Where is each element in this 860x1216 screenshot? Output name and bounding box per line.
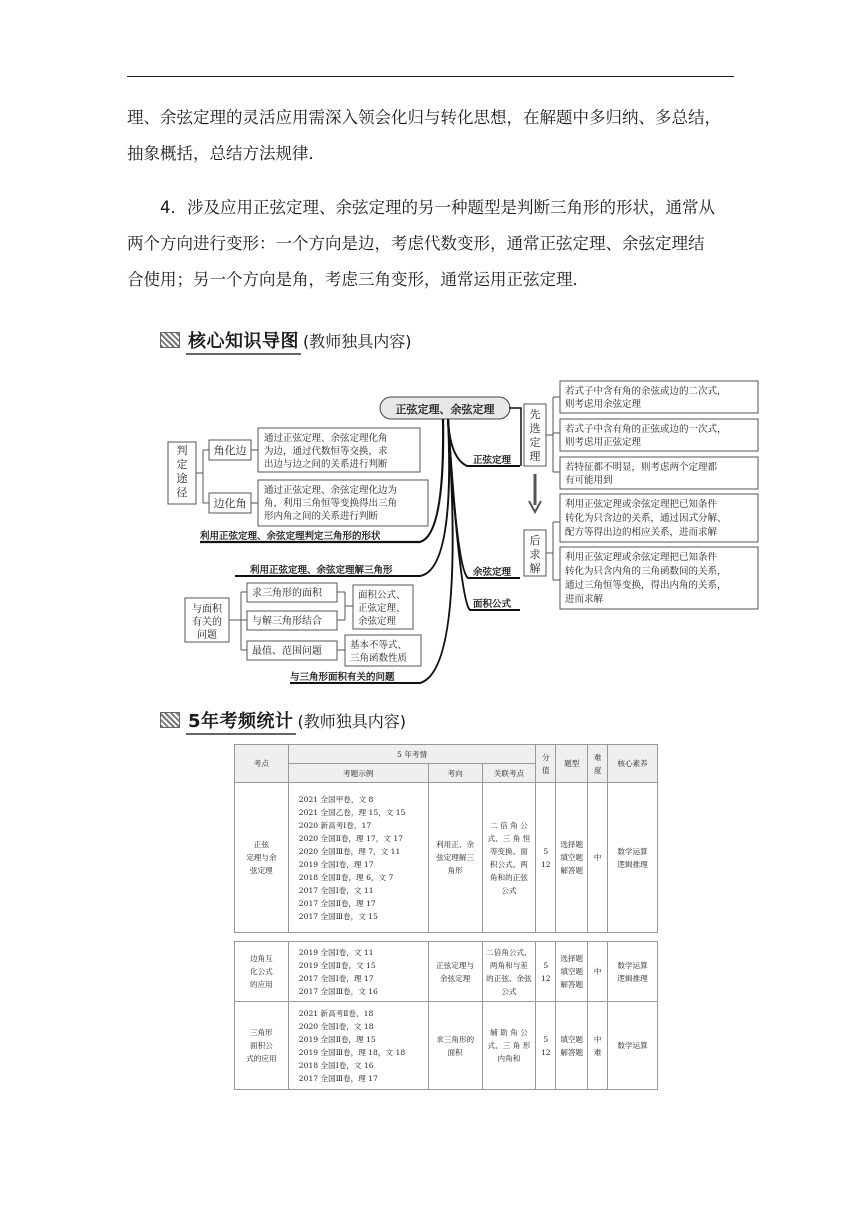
- paragraph-4: [127, 190, 739, 298]
- branch-sine-label: 正弦定理: [473, 455, 512, 466]
- angle-desc-line: 通过正弦定理、余弦定理化边为: [264, 485, 398, 496]
- cell-point: 边角互 化公式 的应用: [235, 942, 289, 1002]
- angle-conversion-label: 边化角: [213, 497, 247, 510]
- cell-score: 5 12: [536, 942, 556, 1002]
- choose-item-line: 若式子中含有角的正弦或边的一次式，: [565, 424, 727, 435]
- choose-theorem-char: 先: [529, 408, 541, 421]
- solve-item-line: 转化为只含内角的三角函数间的关系，: [565, 566, 727, 577]
- choose-item-line: 则考虑用余弦定理: [565, 399, 642, 410]
- section-heading-stats: [160, 707, 406, 735]
- judge-brace: [196, 450, 209, 503]
- branch-cosine-label: 余弦定理: [473, 567, 512, 578]
- choose-item-line: 有可能用到: [565, 475, 613, 486]
- judge-path-char: 定: [176, 458, 188, 471]
- choose-item-line: 若特征都不明显，则考虑两个定理都: [565, 462, 718, 473]
- cell-examples: 2021 新高考Ⅱ卷，18 2020 全国Ⅰ卷，文 18 2019 全国Ⅱ卷，理 15 2019 全国Ⅲ卷，理 18，文 18 2018 全国Ⅰ卷，文 16 2017 全国Ⅲ卷，理 17: [288, 1002, 428, 1090]
- cell-type: 选择题 填空题 解答题: [556, 942, 588, 1002]
- side-desc-line: 为边，通过代数恒等交换，求: [264, 446, 388, 457]
- choose-theorem-char: 定: [529, 436, 541, 449]
- knowledge-mind-map: [165, 370, 760, 690]
- cell-score: 5 12: [536, 1002, 556, 1090]
- exam-frequency-table: [234, 744, 658, 1090]
- section-marker-icon: [160, 712, 180, 728]
- judge-path-char: 判: [176, 444, 188, 457]
- cell-difficulty: 中: [588, 942, 608, 1002]
- area-item-label: 最值、范围问题: [252, 646, 322, 657]
- cell-direction: 求三角形的 面积: [428, 1002, 482, 1090]
- table-row: [235, 1002, 658, 1090]
- section-marker-icon: [160, 332, 180, 348]
- header-examples: 考题示例: [288, 764, 428, 783]
- choose-theorem-char: 选: [529, 422, 541, 435]
- side-desc-line: 出边与边之间的关系进行判断: [264, 459, 388, 470]
- cell-score: 5 12: [536, 783, 556, 933]
- area-tool-line: 面积公式、: [358, 590, 406, 601]
- area-tool-line: 正弦定理、: [358, 603, 406, 614]
- cell-type: 选择题 填空题 解答题: [556, 783, 588, 933]
- header-difficulty: 难度: [588, 745, 608, 783]
- area-problem-line: 有关的: [192, 617, 222, 628]
- area-problem-line: 与面积: [192, 604, 222, 615]
- cell-difficulty: 中: [588, 783, 608, 933]
- section-subtitle: (教师独具内容): [297, 712, 407, 731]
- root-node-label: 正弦定理、余弦定理: [395, 403, 495, 416]
- cell-examples: 2019 全国Ⅰ卷，文 11 2019 全国Ⅱ卷，文 15 2017 全国Ⅰ卷，理 17 2017 全国Ⅲ卷，文 16: [288, 942, 428, 1002]
- connector: [251, 450, 258, 503]
- header-rule: [127, 76, 734, 77]
- branch-solve-label: 利用正弦定理、余弦定理解三角形: [250, 565, 393, 576]
- cell-type: 填空题 解答题: [556, 1002, 588, 1090]
- area-item-label: 与解三角形结合: [252, 616, 322, 627]
- area-tool-line: 基本不等式、: [350, 640, 408, 651]
- angle-desc-line: 形内角之间的关系进行判断: [264, 511, 379, 522]
- cell-examples: 2021 全国甲卷，文 8 2021 全国乙卷，理 15，文 15 2020 新高考Ⅰ卷，17 2020 全国Ⅱ卷，理 17，文 17 2020 全国Ⅲ卷，理 7，文 11 2019 全国Ⅰ卷，理 17 2018 全国Ⅱ卷，理 6，文 7 2017 全国Ⅰ卷，文 11 2017 全国Ⅱ卷，理 17 2017 全国Ⅲ卷，文 15: [288, 783, 428, 933]
- branch-shape-label: 利用正弦定理、余弦定理判定三角形的形状: [200, 531, 381, 542]
- connector: [337, 592, 353, 620]
- side-desc-line: 通过正弦定理、余弦定理化角: [264, 433, 388, 444]
- cell-related: 二 倍 角 公 式、三 角 恒 等变换、面 积公式、两 角和的正弦 公式: [482, 783, 536, 933]
- text-line: 抽象概括，总结方法规律．: [127, 144, 325, 163]
- choose-theorem-char: 理: [529, 450, 541, 463]
- cell-literacy: 数学运算 逻辑推理: [608, 942, 658, 1002]
- judge-path-char: 途: [176, 472, 188, 485]
- text-line: 理、余弦定理的灵活应用需深入领会化归与转化思想，在解题中多归纳、多总结，: [127, 108, 721, 127]
- text-line: 合使用；另一个方向是角，考虑三角变形，通常运用正弦定理．: [127, 270, 589, 289]
- area-problem-line: 问题: [197, 630, 217, 641]
- section-subtitle: (教师独具内容): [303, 332, 412, 351]
- section-title: 5年考频统计: [186, 707, 296, 735]
- paragraph-3-continued: [127, 100, 739, 172]
- table-row: [235, 942, 658, 1002]
- area-brace: [229, 592, 247, 650]
- header-type: 题型: [556, 745, 588, 783]
- text-line: 4．涉及应用正弦定理、余弦定理的另一种题型是判断三角形的形状，通常从: [160, 198, 715, 217]
- choose-item-line: 则考虑用正弦定理: [565, 437, 642, 448]
- solve-item-line: 通过三角恒等变换，得出内角的关系，: [565, 580, 727, 591]
- cell-direction: 正弦定理与 余弦定理: [428, 942, 482, 1002]
- solve-item-line: 利用正弦定理或余弦定理把已知条件: [565, 552, 718, 563]
- then-solve-char: 求: [529, 548, 541, 561]
- branch-area-label: 面积公式: [473, 599, 512, 610]
- header-literacy: 核心素养: [608, 745, 658, 783]
- cell-literacy: 数学运算 逻辑推理: [608, 783, 658, 933]
- judge-path-char: 径: [176, 486, 188, 499]
- table-row: [235, 783, 658, 933]
- section-heading-mindmap: [160, 327, 412, 355]
- header-direction: 考向: [428, 764, 482, 783]
- branch-line-area: [448, 419, 520, 610]
- cell-direction: 利用正、余 弦定理解三 角形: [428, 783, 482, 933]
- cell-related: 二倍角公式、 两角和与差 的正弦、余弦 公式: [482, 942, 536, 1002]
- area-tool-line: 余弦定理: [358, 616, 397, 627]
- then-solve-char: 解: [529, 562, 541, 575]
- side-conversion-label: 角化边: [213, 444, 247, 457]
- cell-difficulty: 中 难: [588, 1002, 608, 1090]
- cell-point: 三角形 面积公 式的应用: [235, 1002, 289, 1090]
- area-tool-line: 三角函数性质: [350, 653, 408, 664]
- cell-literacy: 数学运算: [608, 1002, 658, 1090]
- solve-item-line: 转化为只含边的关系，通过因式分解、: [565, 513, 727, 524]
- choose-brace: [546, 397, 560, 472]
- choose-item-line: 若式子中含有角的余弦或边的二次式，: [565, 386, 727, 397]
- section-title: 核心知识导图: [186, 327, 301, 355]
- branch-area-problem-label: 与三角形面积有关的问题: [290, 672, 395, 683]
- solve-item-line: 配方等得出边的相应关系，进而求解: [565, 527, 718, 538]
- solve-item-line: 利用正弦定理或余弦定理把已知条件: [565, 499, 718, 510]
- header-related: 关联考点: [482, 764, 536, 783]
- area-item-label: 求三角形的面积: [252, 588, 322, 599]
- cell-related: 辅 助 角 公 式、三 角 形 内角和: [482, 1002, 536, 1090]
- header-kaodian: 考点: [235, 745, 289, 783]
- header-score: 分值: [536, 745, 556, 783]
- then-solve-char: 后: [529, 534, 541, 547]
- header-five-year: 5 年考情: [288, 745, 536, 764]
- solve-item-line: 进而求解: [565, 594, 604, 605]
- cell-point: 正弦 定理与余 弦定理: [235, 783, 289, 933]
- angle-desc-line: 角，利用三角恒等变换得出三角: [264, 498, 398, 509]
- text-line: 两个方向进行变形：一个方向是边，考虑代数变形，通常正弦定理、余弦定理结: [127, 234, 705, 253]
- solve-brace: [546, 522, 560, 580]
